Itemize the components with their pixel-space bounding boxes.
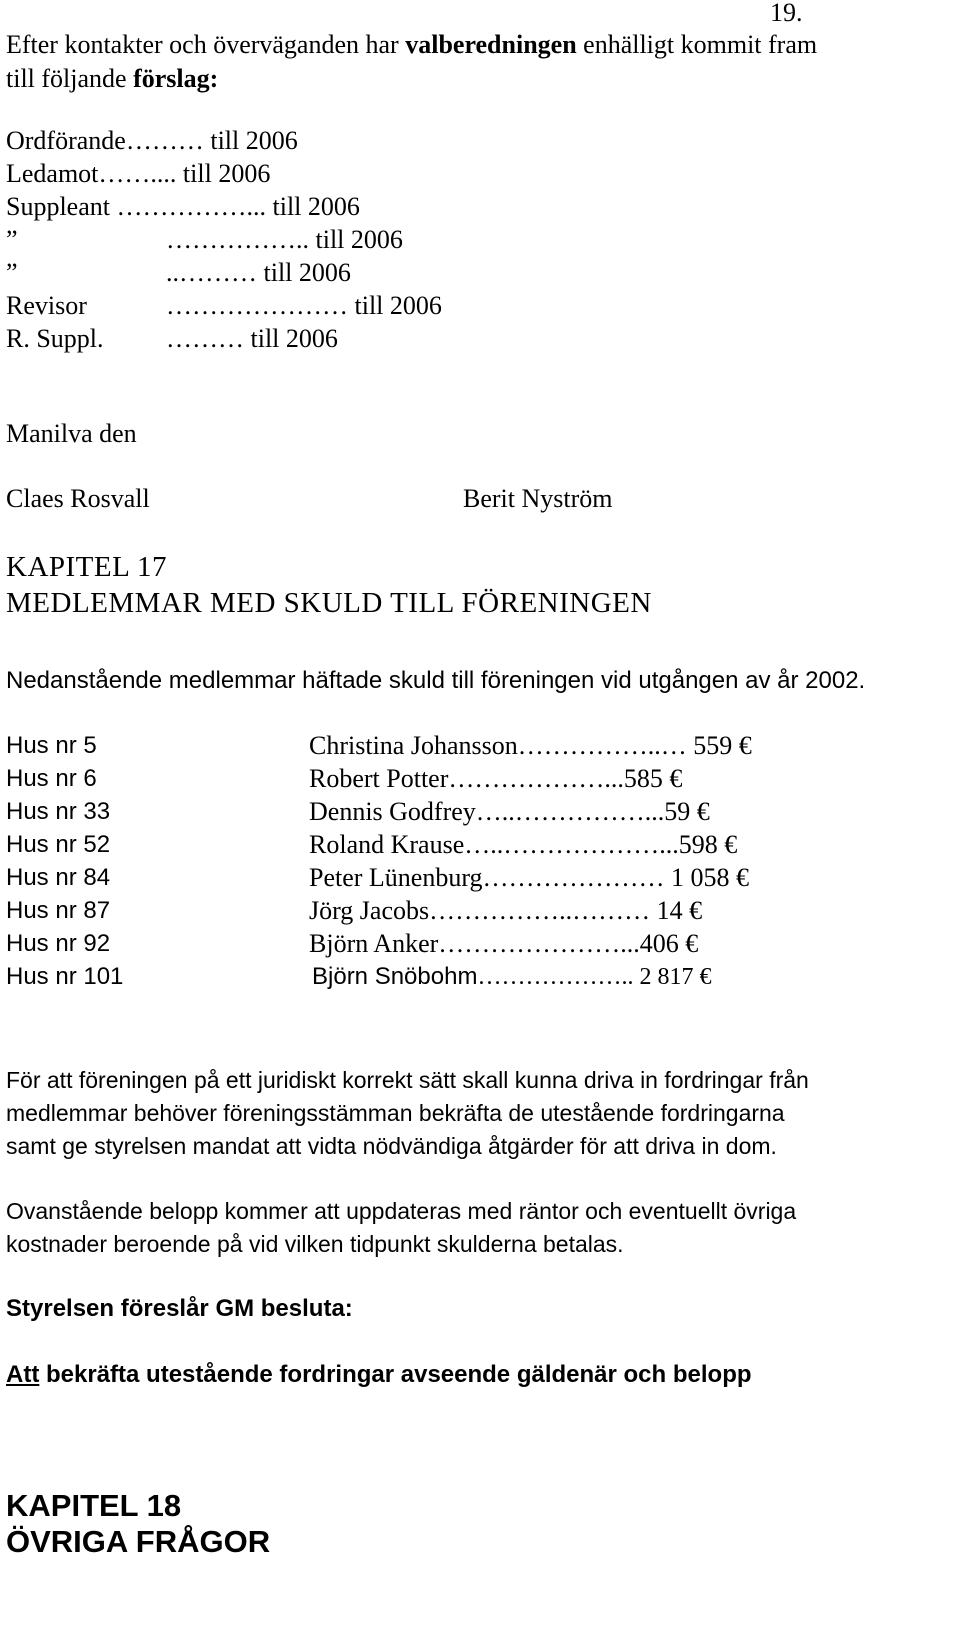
debt-entry [309,861,749,895]
nomination-label: ” [6,258,18,287]
debt-dots: ………………... [448,764,624,793]
nomination-label: ” [6,225,18,254]
chapter-17-title: KAPITEL 17 [6,551,167,583]
debt-name: Roland Krause [309,830,465,859]
debt-entry [309,729,752,763]
nomination-dots: ……………... till 2006 [110,192,360,221]
decision-rest: bekräfta utestående fordringar avseende gäldenär och belopp [39,1361,752,1388]
nomination-row [6,157,270,191]
debt-house: Hus nr 52 [6,831,111,858]
debt-entry [309,762,682,796]
intro-line-1 [6,28,817,62]
intro-line2-prefix: till följande [6,64,134,93]
debt-amount: 2 817 € [639,964,712,990]
debt-amount: 585 € [623,764,683,793]
nomination-row [6,223,403,257]
page-number: 19. [770,0,803,27]
signature-right: Berit Nyström [463,484,613,513]
debt-name: Björn Snöbohm [312,963,478,990]
debt-amount: 598 € [678,830,738,859]
debt-name: Dennis Godfrey [309,797,476,826]
debt-house: Hus nr 6 [6,765,97,792]
nomination-dots: ………………… till 2006 [166,291,442,320]
debt-dots: …..……………... [475,797,665,826]
debt-amount: 406 € [639,929,699,958]
chapter-17-subtitle: MEDLEMMAR MED SKULD TILL FÖRENINGEN [6,587,652,619]
intro-bold-forslag: förslag: [133,64,219,93]
debt-dots: ……………..… [517,731,694,760]
debt-entry [309,795,710,829]
debt-dots: ……………..……… [429,896,657,925]
nomination-row [6,190,360,224]
debt-name: Björn Anker [309,929,439,958]
debt-house: Hus nr 87 [6,897,111,924]
paragraph-2-line: Ovanstående belopp kommer att uppdateras med räntor och eventuellt övriga [6,1198,797,1224]
nomination-label: Revisor [6,291,87,320]
debt-house: Hus nr 33 [6,798,111,825]
debt-entry [312,960,711,994]
nomination-label: Ledamot [6,159,99,188]
paragraph-2-line: kostnader beroende på vid vilken tidpunkt skulderna betalas. [6,1231,624,1257]
debt-name: Robert Potter [309,764,449,793]
nomination-row [6,322,338,356]
signature-left: Claes Rosvall [6,484,150,513]
debt-name: Jörg Jacobs [309,896,430,925]
nomination-label: Suppleant [6,192,110,221]
debt-name: Peter Lünenburg [309,863,483,892]
debt-amount: 14 € [656,896,703,925]
paragraph-1-line: medlemmar behöver föreningsstämman bekräfta de utestående fordringarna [6,1100,785,1126]
debt-dots: …..………………... [464,830,679,859]
proposal-heading: Styrelsen föreslår GM besluta: [6,1295,353,1322]
intro-prefix: Efter kontakter och överväganden har [6,30,406,59]
nomination-dots: …….... till 2006 [98,159,271,188]
debt-entry [309,894,702,928]
debt-amount: 559 € [693,731,752,760]
debt-dots: ………………… [482,863,672,892]
debt-house: Hus nr 92 [6,930,111,957]
nomination-dots: ……… till 2006 [125,126,298,155]
nomination-dots: …………….. till 2006 [166,225,403,254]
intro-bold-valberedningen: valberedningen [405,30,577,59]
debt-entry [309,828,737,862]
chapter-18-title: KAPITEL 18 [6,1488,182,1523]
nomination-row [6,256,351,290]
nomination-label: R. Suppl. [6,324,104,353]
paragraph-1-line: samt ge styrelsen mandat att vidta nödvändiga åtgärder för att driva in dom. [6,1133,777,1159]
nomination-row [6,289,442,323]
debt-amount: 59 € [664,797,710,826]
chapter-18-subtitle: ÖVRIGA FRÅGOR [6,1524,271,1559]
debt-entry [309,927,698,961]
debt-house: Hus nr 84 [6,864,111,891]
debt-name: Christina Johansson [309,731,518,760]
paragraph-1-line: För att föreningen på ett juridiskt korrekt sätt skall kunna driva in fordringar från [6,1067,809,1093]
intro-middle: enhälligt kommit fram [576,30,818,59]
debt-intro: Nedanstående medlemmar häftade skuld till föreningen vid utgången av år 2002. [6,667,866,694]
debt-amount: 1 058 € [671,863,750,892]
debt-house: Hus nr 101 [6,963,124,990]
decision-att: Att [6,1361,40,1388]
nomination-dots: ……… till 2006 [166,324,338,353]
place-date-line: Manilva den [6,419,137,448]
debt-dots: …………………... [438,929,640,958]
nomination-dots: ..……… till 2006 [166,258,351,287]
debt-house: Hus nr 5 [6,732,97,759]
intro-line-2 [6,62,218,96]
debt-dots: ……………….. [477,964,640,990]
nomination-label: Ordförande [6,126,126,155]
nomination-row [6,124,298,158]
decision-line [6,1358,752,1392]
